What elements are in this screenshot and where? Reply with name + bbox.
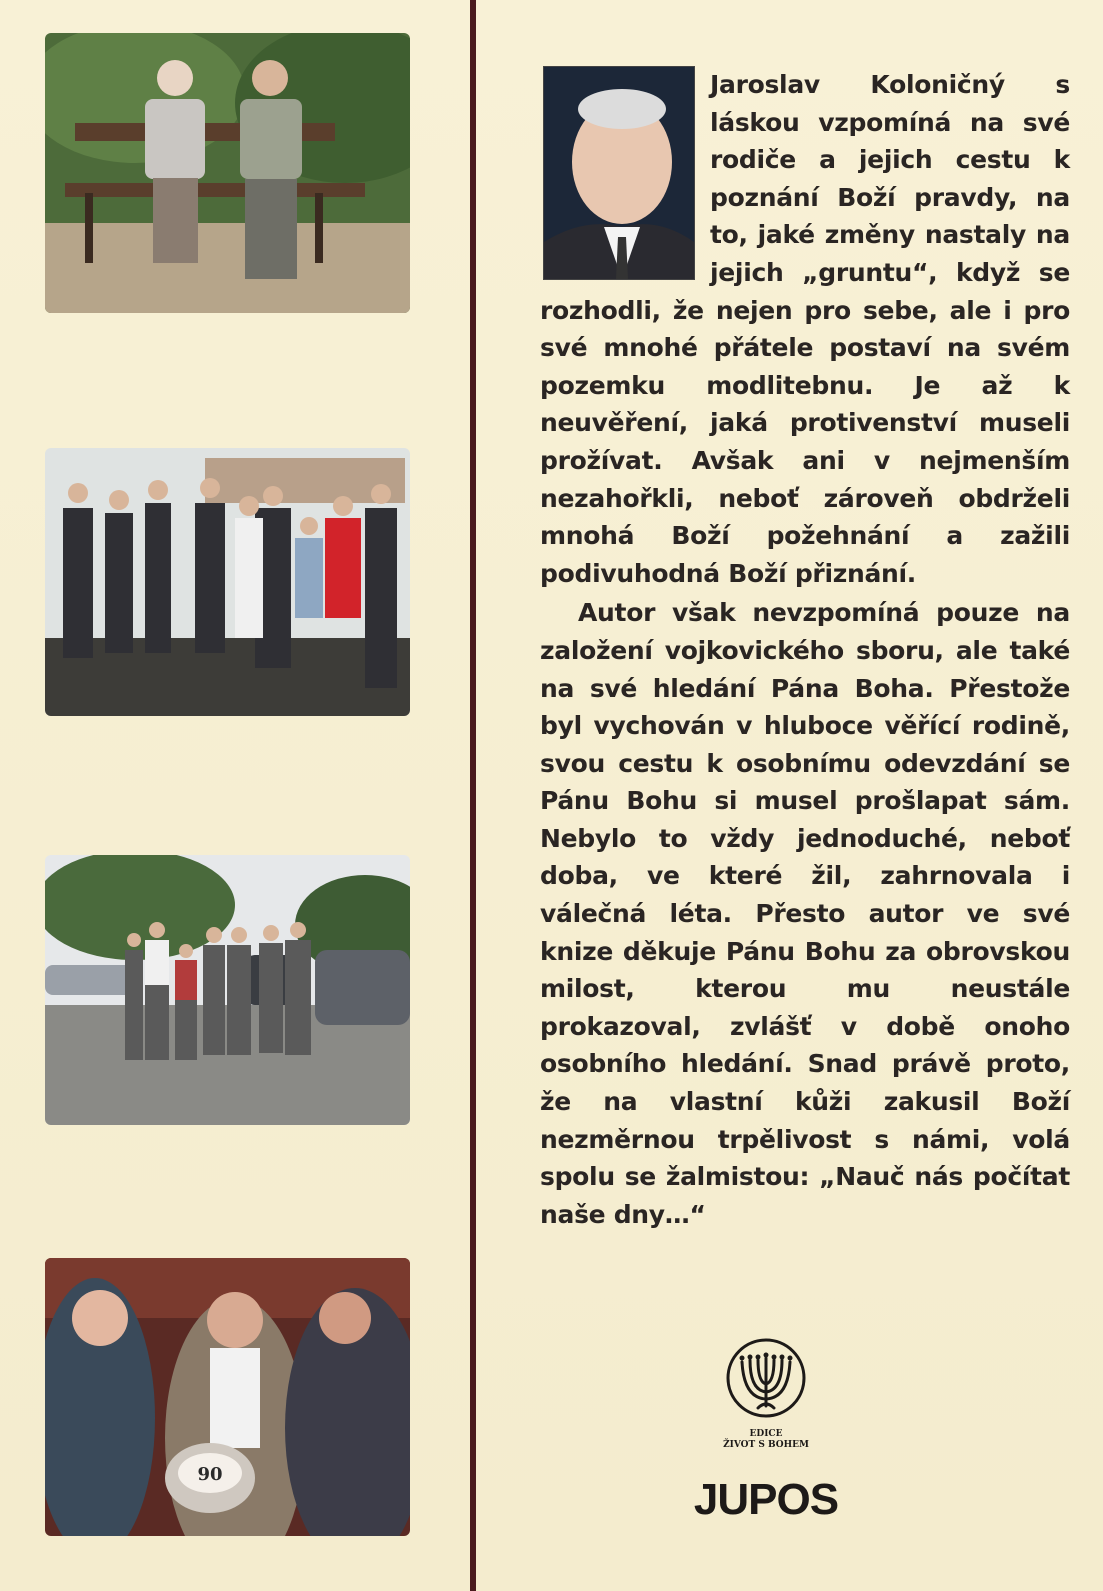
photo-birthday-image — [45, 1258, 410, 1536]
photo-family-group-image — [45, 448, 410, 716]
book-description — [540, 66, 1070, 1233]
vertical-divider — [470, 0, 476, 1591]
photo-elderly-couple-on-bench — [45, 33, 410, 313]
edition-line-2: ŽIVOT S BOHEM — [723, 1440, 809, 1450]
edition-line-1: EDICE — [749, 1429, 783, 1439]
description-paragraph-1: Jaroslav Koloničný s láskou vzpomíná na své rodiče a jejich cestu k poznání Boží pravdy, na to, jaké změny nastaly na jejich „gruntu“, když se rozhodli, že nejen pro sebe, ale i pro své mnohé přátele postaví na svém pozemku modlitebnu. Je až k neuvěření, jaká protivenství museli prožívat. Avšak ani v nejmenším nezahořkli, neboť zároveň obdrželi mnohá Boží požehnání a zažili podivuhodná Boží přiznání. — [540, 70, 1070, 588]
photo-parking-group-image — [45, 855, 410, 1125]
edition-label — [700, 1429, 832, 1451]
menorah-tree-icon — [724, 1336, 808, 1420]
photo-elderly-couple-image — [45, 33, 410, 313]
description-paragraph-2: Autor však nevzpomíná pouze na založení vojkovického sboru, ale také na své hledání Pána Boha. Přestože byl vychován v hluboce věřící rodině, svou cestu k osobnímu odevzdání se Pánu Bohu si musel prošlapat sám. Nebylo to vždy jednoduché, neboť doba, ve které žil, zahrnovala i válečná léta. Přesto autor ve své knize děkuje Pánu Bohu za obrovskou milost, kterou mu neustále prokazoval, zvlášť v době onoho osobního hledání. Snad právě proto, že na vlastní kůži zakusil Boží nezměrnou trpělivost s námi, volá spolu se žalmistou: „Nauč nás počítat naše dny…“ — [540, 598, 1070, 1229]
photo-group-at-parking-lot — [45, 855, 410, 1125]
publisher-name: JUPOS — [693, 1475, 839, 1524]
cake-number-label: 90 — [197, 1464, 223, 1485]
photo-column — [0, 0, 470, 1591]
photo-birthday-celebration — [45, 1258, 410, 1536]
photo-family-group — [45, 448, 410, 716]
